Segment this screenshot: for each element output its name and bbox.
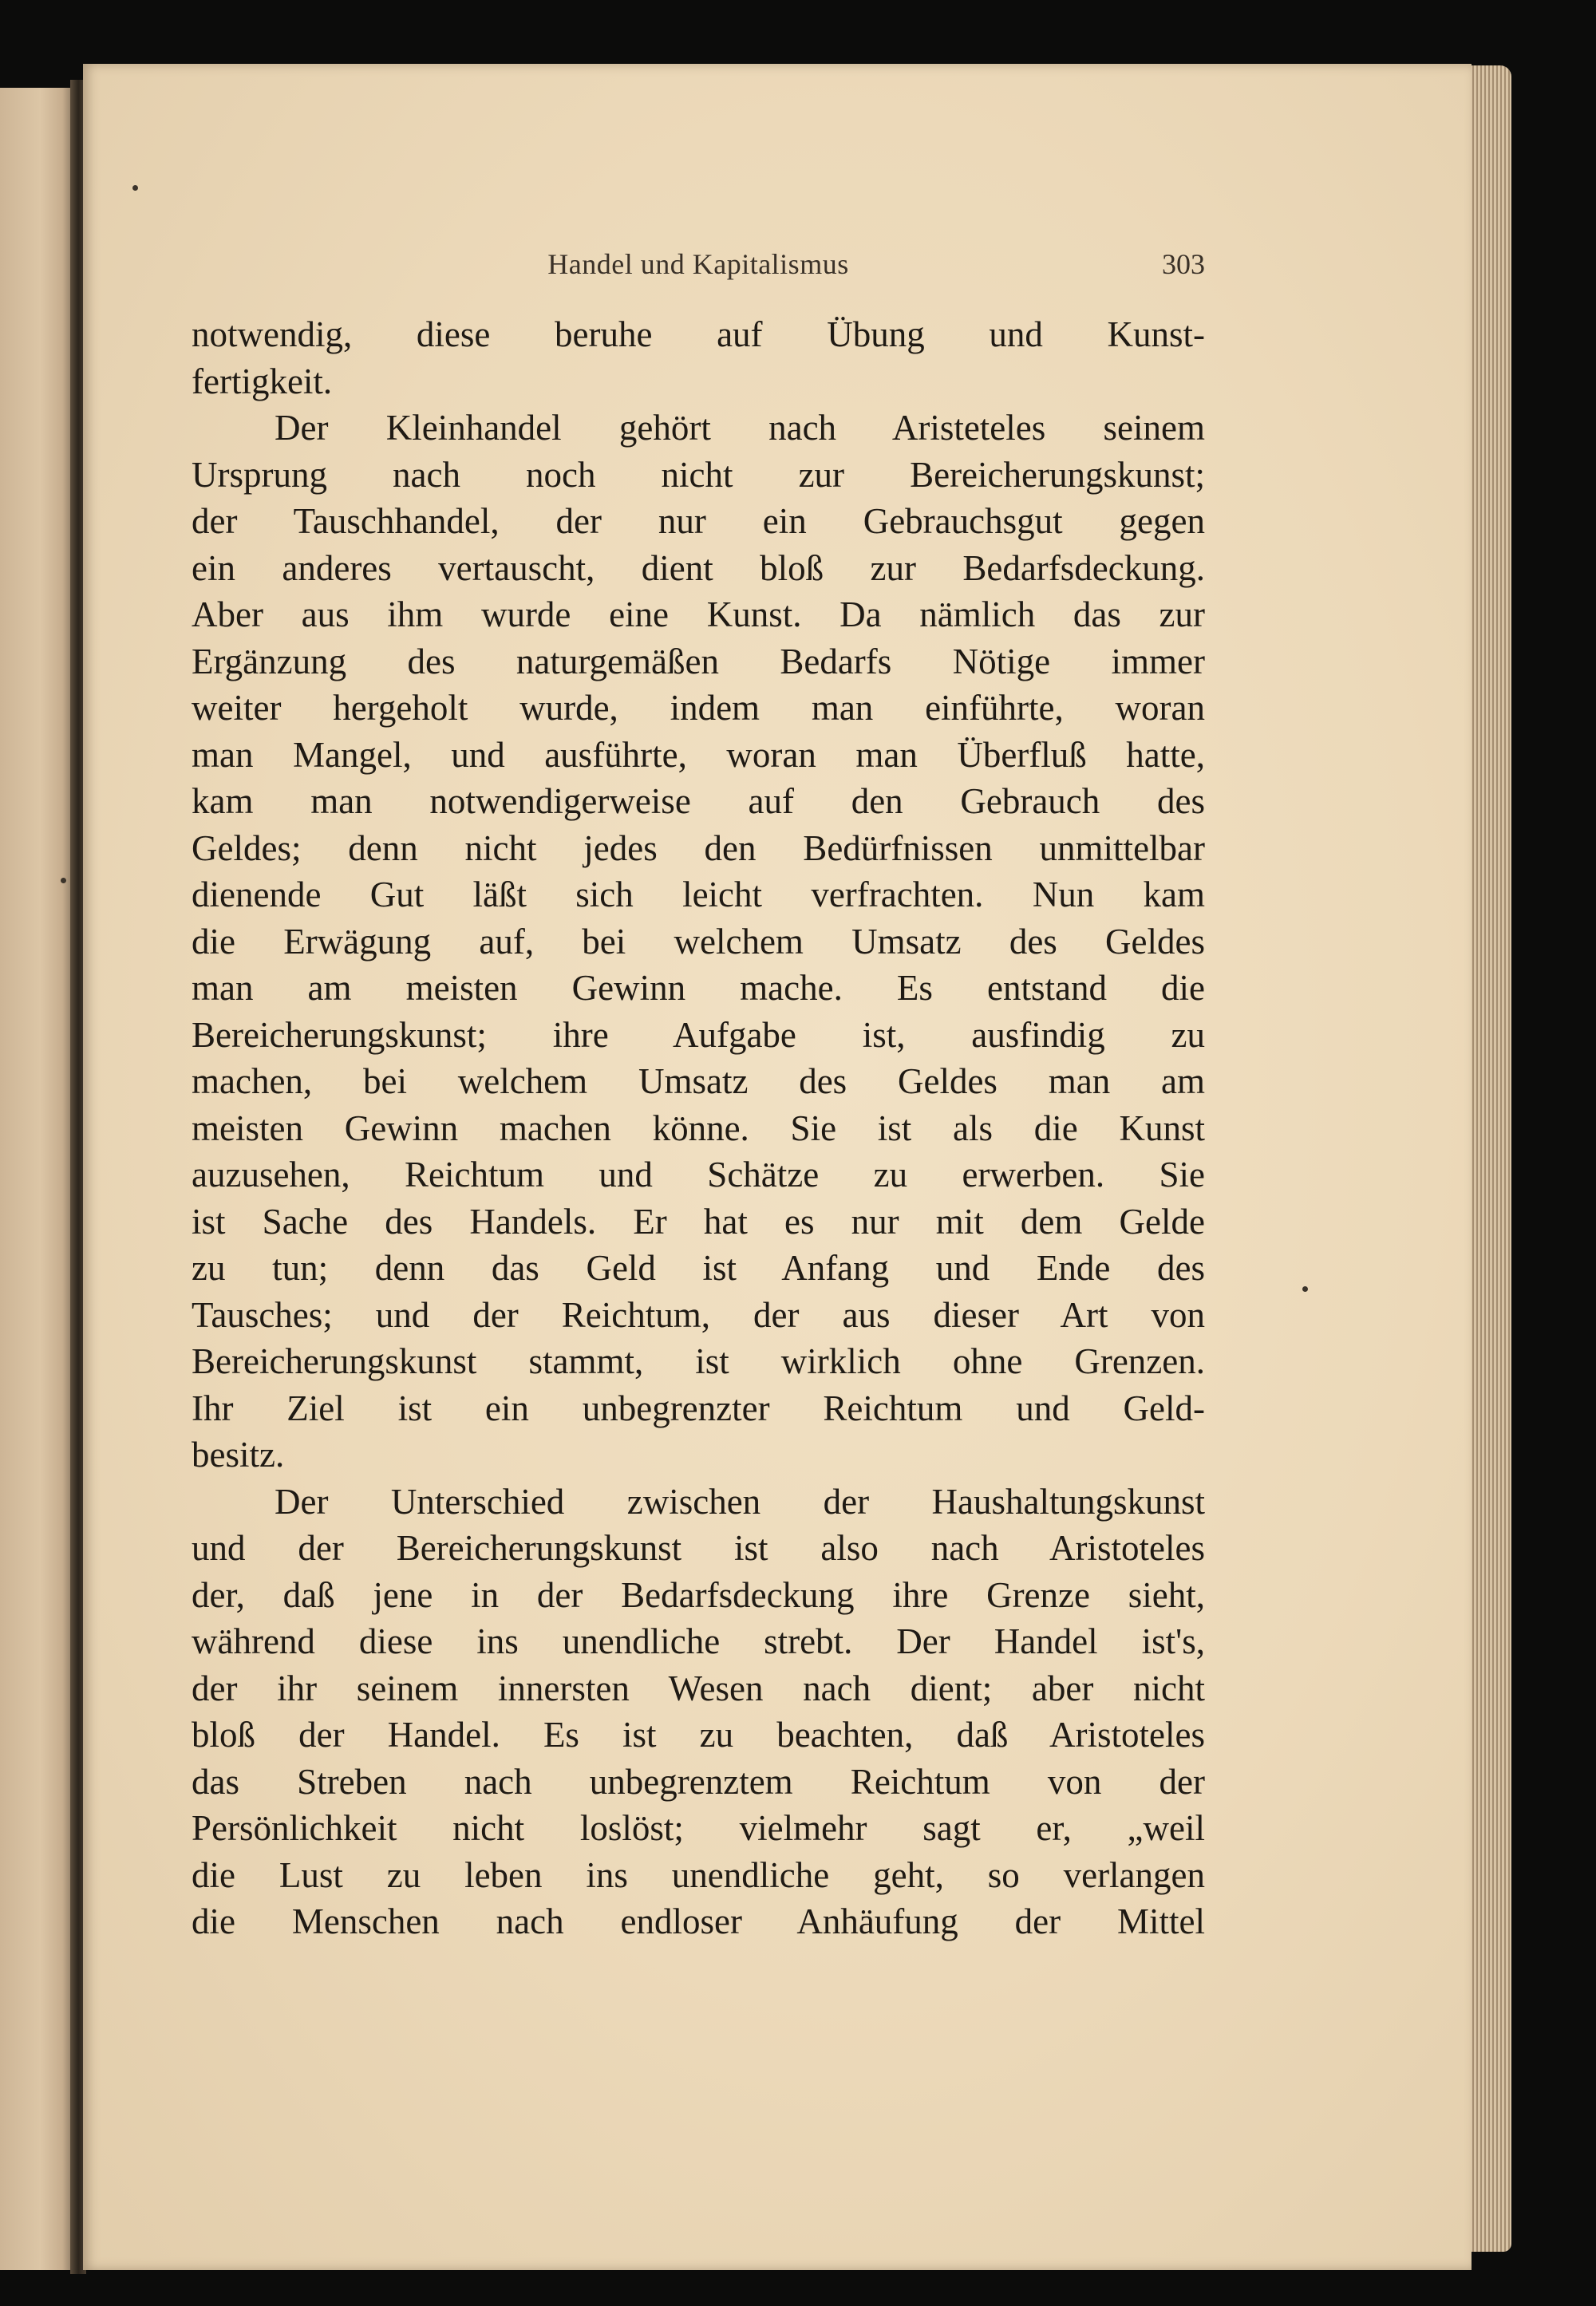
text-line: man am meisten Gewinn mache. Es entstand die — [192, 968, 1205, 1008]
text-line: zu tun; denn das Geld ist Anfang und Ende des — [192, 1248, 1205, 1288]
text-line: Bereicherungskunst stammt, ist wirklich ohne Grenzen. — [192, 1341, 1205, 1381]
paper-speck — [132, 185, 138, 191]
text-line: der, daß jene in der Bedarfsdeckung ihre Grenze sieht, — [192, 1574, 1205, 1615]
text-line: weiter hergeholt wurde, indem man einführte, woran — [192, 688, 1205, 728]
text-line: die Lust zu leben ins unendliche geht, so verlangen — [192, 1854, 1205, 1895]
text-line: machen, bei welchem Umsatz des Geldes man am — [192, 1061, 1205, 1101]
running-title: Handel und Kapitalismus — [547, 248, 849, 280]
text-line: die Menschen nach endloser Anhäufung der Mittel — [192, 1901, 1205, 1941]
text-line: Der Unterschied zwischen der Haushaltungskunst — [275, 1481, 1205, 1522]
text-line: dienende Gut läßt sich leicht verfrachten. Nun kam — [192, 875, 1205, 914]
text-line: das Streben nach unbegrenztem Reichtum von der — [192, 1761, 1205, 1802]
facing-page-edge — [0, 88, 73, 2270]
body-text — [192, 311, 1205, 1945]
text-line: die Erwägung auf, bei welchem Umsatz des Geldes — [192, 921, 1205, 961]
text-line: Ergänzung des naturgemäßen Bedarfs Nötige immer — [192, 641, 1205, 681]
text-line: bloß der Handel. Es ist zu beachten, daß Aristoteles — [192, 1715, 1205, 1755]
text-line: ein anderes vertauscht, dient bloß zur Bedarfsdeckung. — [192, 547, 1205, 588]
text-line: Geldes; denn nicht jedes den Bedürfnissen unmittelbar — [192, 827, 1205, 868]
text-line: Ihr Ziel ist ein unbegrenzter Reichtum und Geld- — [192, 1388, 1205, 1428]
running-head — [192, 247, 1205, 287]
text-line: auzusehen, Reichtum und Schätze zu erwerben. Sie — [192, 1155, 1205, 1194]
text-line: der ihr seinem innersten Wesen nach dient; aber nicht — [192, 1668, 1205, 1708]
text-line: Der Kleinhandel gehört nach Aristeteles seinem — [275, 408, 1205, 448]
text-line: der Tauschhandel, der nur ein Gebrauchsgut gegen — [192, 501, 1205, 541]
text-line: Bereicherungskunst; ihre Aufgabe ist, ausfindig zu — [192, 1014, 1205, 1055]
text-line: Persönlichkeit nicht loslöst; vielmehr sagt er, „weil — [192, 1808, 1205, 1848]
text-line: meisten Gewinn machen könne. Sie ist als die Kunst — [192, 1108, 1205, 1148]
text-line: Aber aus ihm wurde eine Kunst. Da nämlich das zur — [192, 594, 1205, 634]
text-line: ist Sache des Handels. Er hat es nur mit dem Gelde — [192, 1201, 1205, 1242]
paper-speck — [1302, 1286, 1308, 1292]
text-line: während diese ins unendliche strebt. Der Handel ist's, — [192, 1621, 1205, 1661]
text-line: und der Bereicherungskunst ist also nach Aristoteles — [192, 1528, 1205, 1568]
text-line: Tausches; und der Reichtum, der aus dieser Art von — [192, 1294, 1205, 1335]
text-line: kam man notwendigerweise auf den Gebrauch des — [192, 781, 1205, 821]
paper-speck — [61, 878, 66, 883]
text-line: besitz. — [192, 1435, 285, 1475]
text-line: fertigkeit. — [192, 361, 333, 401]
text-line: notwendig, diese beruhe auf Übung und Kunst- — [192, 314, 1205, 354]
text-line: man Mangel, und ausführte, woran man Überfluß hatte, — [192, 734, 1205, 775]
page-number: 303 — [1162, 248, 1205, 280]
text-line: Ursprung nach noch nicht zur Bereicherungskunst; — [192, 454, 1205, 495]
